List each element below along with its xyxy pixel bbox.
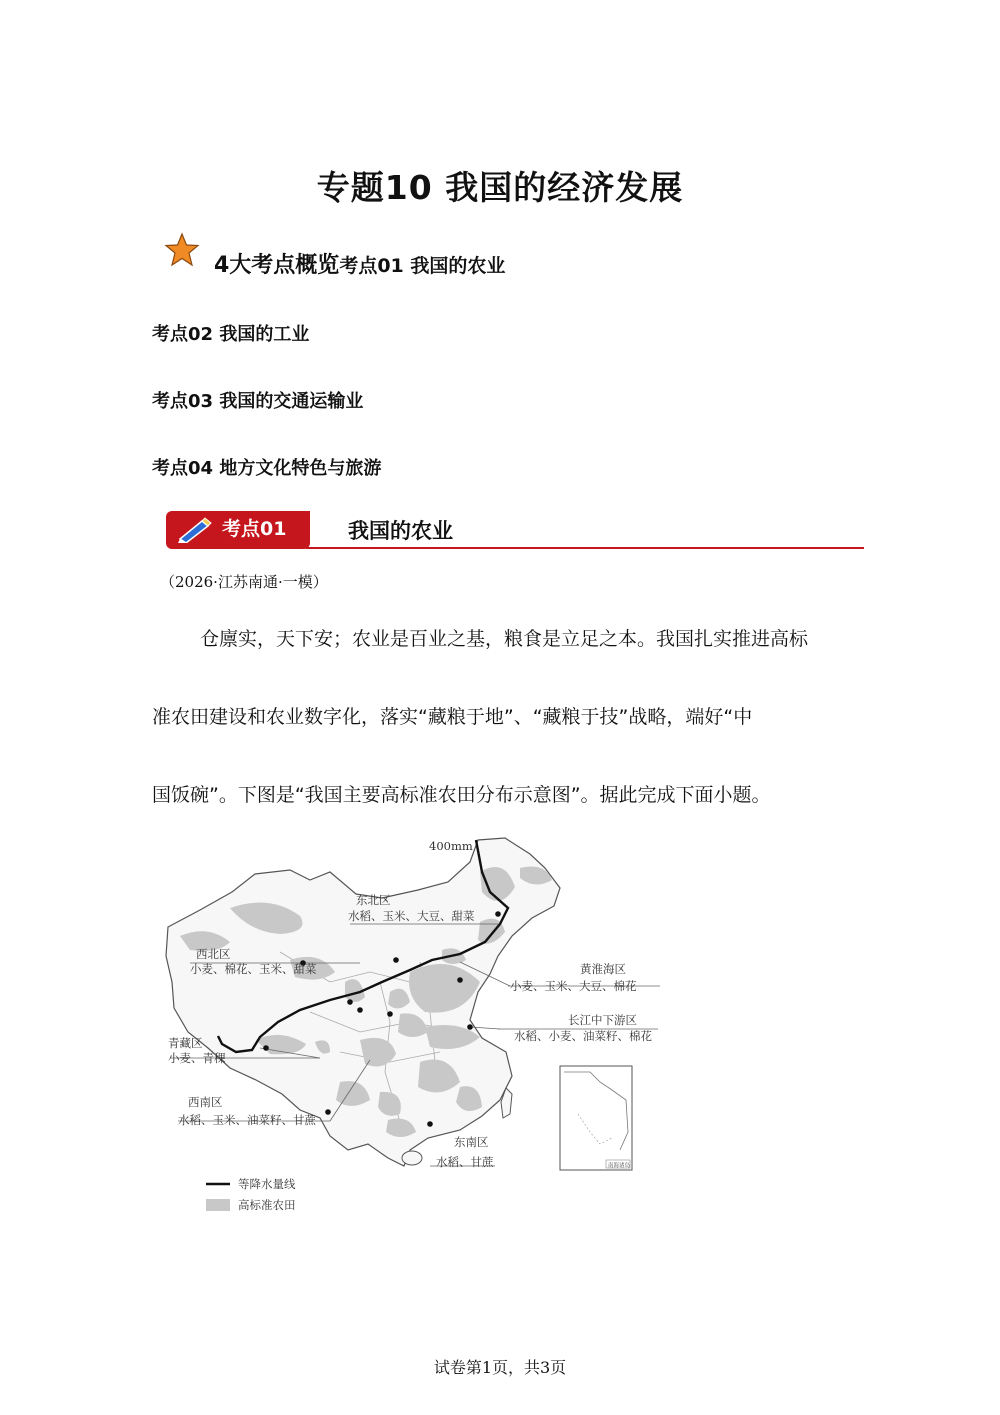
region-name: 西南区 xyxy=(188,1095,223,1109)
section-divider xyxy=(306,547,864,549)
isoline-label: 400mm xyxy=(429,839,473,853)
region-crops: 水稻、小麦、油菜籽、棉花 xyxy=(514,1029,652,1043)
paragraph-line: 国饭碗”。下图是“我国主要高标准农田分布示意图”。据此完成下面小题。 xyxy=(152,784,771,806)
hainan-island xyxy=(402,1151,422,1165)
section-title: 我国的农业 xyxy=(348,519,453,543)
farmland-map xyxy=(160,832,670,1224)
toc-item-3[interactable]: 考点03 我国的交通运输业 xyxy=(152,391,364,412)
page-title: 专题10 我国的经济发展 xyxy=(316,168,684,207)
legend-label: 等降水量线 xyxy=(238,1177,296,1191)
overview-line xyxy=(214,248,505,279)
region-name: 长江中下游区 xyxy=(568,1013,637,1027)
section-tag-label: 考点01 xyxy=(222,518,287,540)
page-footer: 试卷第1页，共3页 xyxy=(433,1358,567,1377)
region-name: 西北区 xyxy=(196,947,231,961)
section-tag xyxy=(166,511,310,549)
region-crops: 水稻、玉米、大豆、甜菜 xyxy=(348,909,475,923)
region-crops: 水稻、甘蔗 xyxy=(436,1155,494,1169)
inset-label: 南海诸岛 xyxy=(608,1163,631,1169)
south-china-sea-inset xyxy=(560,1066,632,1170)
region-crops: 小麦、棉花、玉米、甜菜 xyxy=(190,962,317,976)
region-crops: 小麦、玉米、大豆、棉花 xyxy=(510,979,637,993)
section-header xyxy=(166,511,866,553)
toc-item-2[interactable]: 考点02 我国的工业 xyxy=(152,324,310,345)
region-name: 东南区 xyxy=(454,1135,489,1149)
legend-farmland-swatch xyxy=(206,1199,230,1211)
region-name: 黄淮海区 xyxy=(580,962,626,976)
paragraph-line: 仓廪实，天下安；农业是百业之基，粮食是立足之本。我国扎实推进高标 xyxy=(200,628,809,650)
source-tag: （2026·江苏南通·一模） xyxy=(160,573,328,591)
star-icon xyxy=(164,232,200,268)
map-legend xyxy=(206,1177,296,1212)
region-crops: 水稻、玉米、油菜籽、甘蔗 xyxy=(178,1113,316,1127)
legend-label: 高标准农田 xyxy=(238,1198,296,1212)
region-name: 青藏区 xyxy=(168,1036,203,1050)
region-crops: 小麦、青稞 xyxy=(168,1051,226,1065)
overview-heading: 4大考点概览 xyxy=(214,253,340,278)
paragraph-line: 准农田建设和农业数字化，落实“藏粮于地”、“藏粮于技”战略，端好“中 xyxy=(152,706,753,728)
pencil-icon xyxy=(176,517,212,543)
region-name: 东北区 xyxy=(356,893,391,907)
toc-item-1[interactable]: 考点01 我国的农业 xyxy=(339,255,506,277)
toc-item-4[interactable]: 考点04 地方文化特色与旅游 xyxy=(152,458,382,479)
farmland-map-svg xyxy=(160,832,670,1224)
